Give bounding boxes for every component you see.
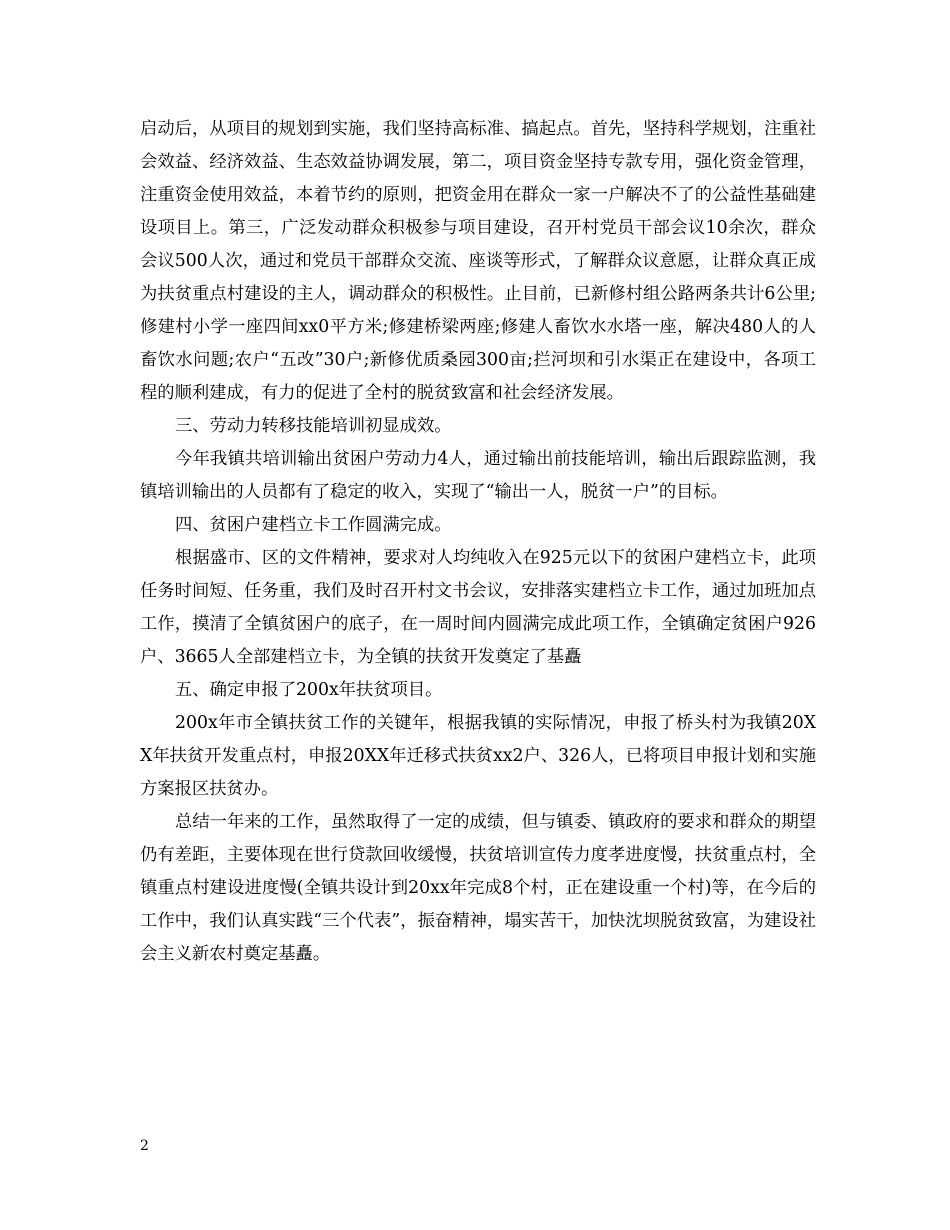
paragraph-project-implementation: 启动后，从项目的规划到实施，我们坚持高标准、搞起点。首先，坚持科学规划，注重社会效益、经济效益、生态效益协调发展，第二，项目资金坚持专款专用，强化资金管理，注重资金使用效益，本着节约的原则，把资金用在群众一家一户解决不了的公益性基础建设项目上。第三，广泛发动群众积极参与项目建设，召开村党员干部会议10余次，群众会议500人次，通过和党员干部群众交流、座谈等形式，了解群众议意愿，让群众真正成为扶贫重点村建设的主人，调动群众的积极性。止目前，已新修村组公路两条共计6公里;修建村小学一座四间xx0平方米;修建桥梁两座;修建人畜饮水水塔一座，解决480人的人畜饮水问题;农户“五改”30户;新修优质桑园300亩;拦河坝和引水渠正在建设中，各项工程的顺利建成，有力的促进了全村的脱贫致富和社会经济发展。 [140, 119, 816, 403]
paragraph-poverty-project-application: 200x年市全镇扶贫工作的关键年，根据我镇的实际情况，申报了桥头村为我镇20XX年扶贫开发重点村，申报20XX年迁移式扶贫xx2户、326人，已将项目申报计划和实施方案报区扶贫办。 [140, 713, 816, 799]
paragraph-poor-household-registration: 根据盛市、区的文件精神，要求对人均纯收入在925元以下的贫困户建档立卡，此项任务时间短、任务重，我们及时召开村文书会议，安排落实建档立卡工作，通过加班加点工作，摸清了全镇贫困户的底子，在一周时间内圆满完成此项工作，全镇确定贫困户926户、3665人全部建档立卡，为全镇的扶贫开发奠定了基矗 [140, 548, 816, 667]
heading-poor-household-registration: 四、贫困户建档立卡工作圆满完成。 [175, 515, 452, 535]
document-body [140, 113, 816, 971]
heading-poverty-project-application: 五、确定申报了200x年扶贫项目。 [175, 680, 443, 700]
heading-labor-transfer-training: 三、劳动力转移技能培训初显成效。 [175, 416, 452, 436]
paragraph-labor-transfer-training: 今年我镇共培训输出贫困户劳动力4人，通过输出前技能培训，输出后跟踪监测，我镇培训输出的人员都有了稳定的收入，实现了“输出一人，脱贫一户”的目标。 [140, 449, 816, 502]
paragraph-annual-summary: 总结一年来的工作，虽然取得了一定的成绩，但与镇委、镇政府的要求和群众的期望仍有差距，主要体现在世行贷款回收缓慢，扶贫培训宣传力度孝进度慢，扶贫重点村，全镇重点村建设进度慢(全镇共设计到20xx年完成8个村，正在建设重一个村)等，在今后的工作中，我们认真实践“三个代表”，振奋精神，塌实苦干，加快沈坝脱贫致富，为建设社会主义新农村奠定基矗。 [140, 812, 816, 964]
page-number: 2 [140, 1138, 149, 1154]
